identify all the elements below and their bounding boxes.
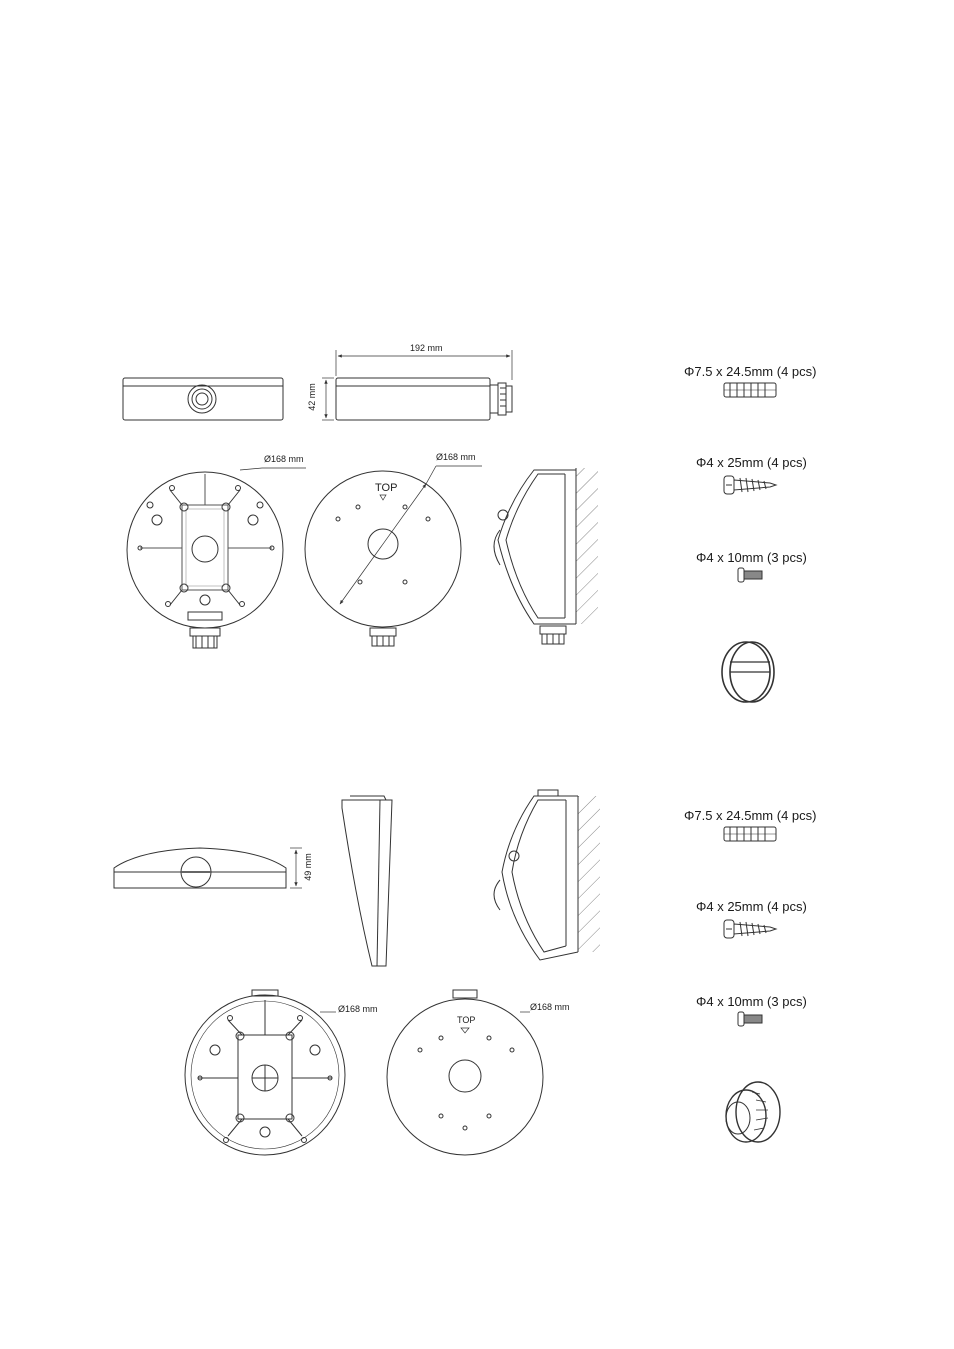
box2-front-diameter-dimension: Ø168 mm [530,1002,570,1012]
box1-back-view [127,468,306,648]
accessory-label-wall-anchor: Φ7.5 x 24.5mm (4 pcs) [684,364,817,379]
box2-top-mark: TOP [457,1015,476,1025]
box1-back-diameter-dimension: Ø168 mm [264,454,304,464]
machine-screw-icon [738,1012,762,1026]
tapping-screw-icon [724,476,776,494]
accessory-label-tapping-screw: Φ4 x 25mm (4 pcs) [696,455,807,470]
box1-top-mark: TOP [375,482,398,494]
tapping-screw-icon [724,920,776,938]
box1-height-dimension: 42 mm [306,383,317,411]
box1-side-dimension-view [322,350,512,420]
cable-gland-icon [726,1082,780,1142]
box1-width-dimension: 192 mm [410,343,443,353]
box2-height-dimension: 49 mm [302,853,313,881]
accessory-label-machine-screw: Φ4 x 10mm (3 pcs) [696,994,807,1009]
accessory-label-tapping-screw: Φ4 x 25mm (4 pcs) [696,899,807,914]
blanking-plug-icon [722,642,774,702]
box1-wall-mounted-side-view [494,468,598,644]
box2-wedge-side-view [342,796,392,966]
box2-back-diameter-dimension: Ø168 mm [338,1004,378,1014]
wall-anchor-icon [724,383,776,397]
accessory-label-wall-anchor: Φ7.5 x 24.5mm (4 pcs) [684,808,817,823]
box2-back-view [185,990,345,1155]
accessory-label-machine-screw: Φ4 x 10mm (3 pcs) [696,550,807,565]
wall-anchor-icon [724,827,776,841]
box1-side-front-view [123,378,283,420]
box2-wall-mounted-side-view [494,790,600,960]
box2-dome-side-view [114,848,302,888]
box1-front-diameter-dimension: Ø168 mm [436,452,476,462]
machine-screw-icon [738,568,762,582]
